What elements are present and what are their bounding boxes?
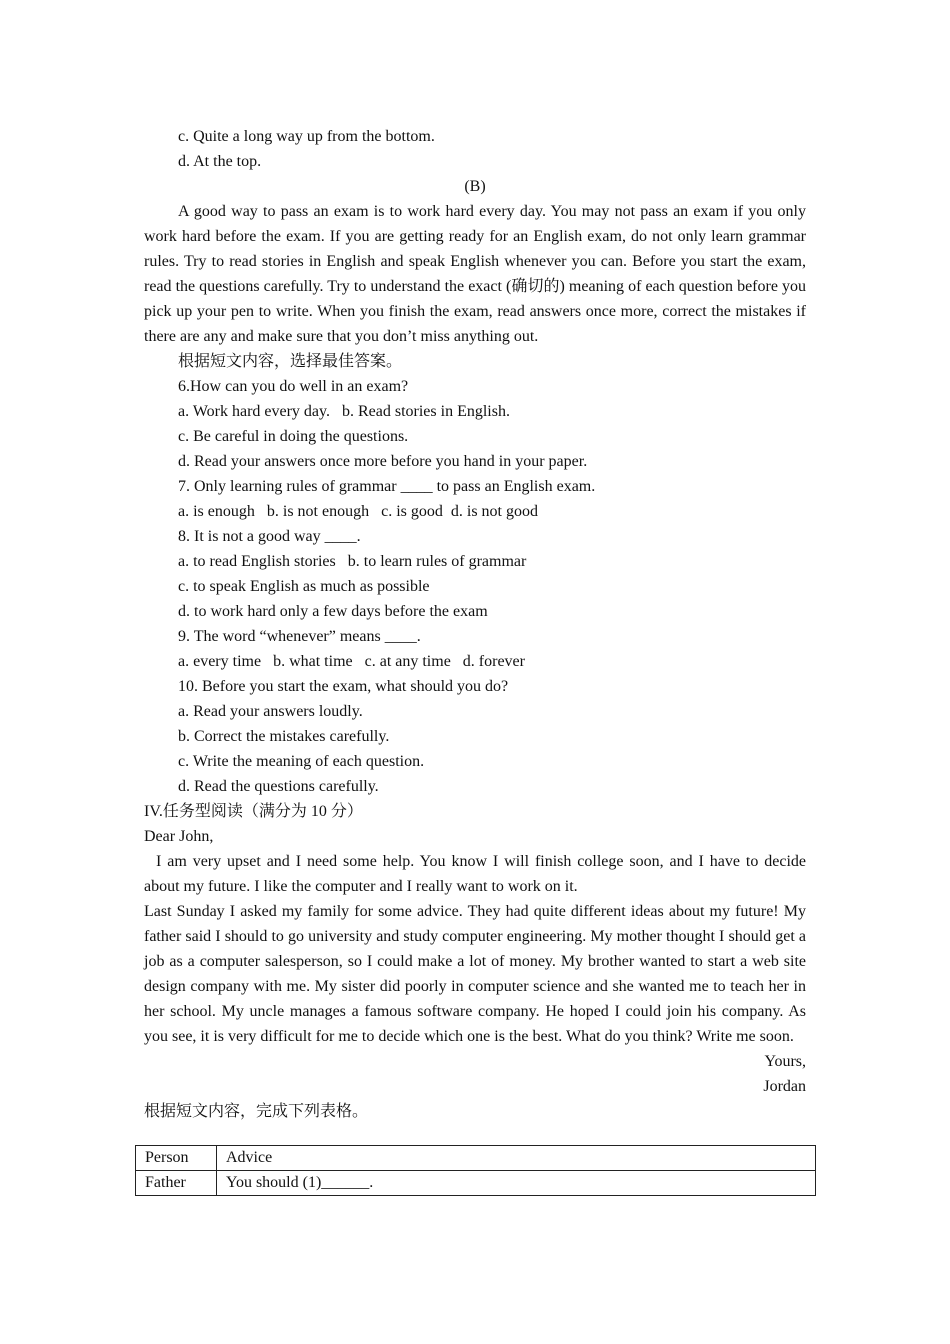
section-b-label: (B) <box>464 178 486 195</box>
question-10-option: a. Read your answers loudly. <box>178 703 363 720</box>
option-c-previous: c. Quite a long way up from the bottom. <box>178 128 435 145</box>
question-9-option: a. every time b. what time c. at any time d. forever <box>178 653 525 670</box>
question-7: 7. Only learning rules of grammar ____ to pass an English exam. <box>178 478 596 495</box>
question-6-option: c. Be careful in doing the questions. <box>178 428 409 445</box>
table-cell: You should (1)______. <box>217 1171 816 1196</box>
worksheet-page <box>144 124 806 1124</box>
question-8-option: a. to read English stories b. to learn rules of grammar <box>178 553 527 570</box>
question-10-option: c. Write the meaning of each question. <box>178 753 425 770</box>
question-6-option: a. Work hard every day. b. Read stories in English. <box>178 403 510 420</box>
letter-paragraph-1: I am very upset and I need some help. You know I will finish college soon, and I have to decide about my future. I like the computer and I really want to work on it. <box>144 853 806 895</box>
question-8-option: c. to speak English as much as possible <box>178 578 430 595</box>
letter-greeting: Dear John, <box>144 828 214 845</box>
table-header-cell: Advice <box>217 1146 816 1171</box>
letter-paragraph-2: Last Sunday I asked my family for some advice. They had quite different ideas about my future! My father said I should to go university and study computer engineering. My mother thought I should get a job as a computer salesperson, so I could make a lot of money. My brother wanted to start a web site design company with me. My sister did poorly in computer science and she wanted me to teach her in her school. My uncle manages a famous software company. He hoped I could join his company. As you see, it is very difficult for me to decide which one is the best. What do you think? Write me soon. <box>144 903 806 1045</box>
section-b-instruction: 根据短文内容，选择最佳答案。 <box>178 353 403 370</box>
question-9: 9. The word “whenever” means ____. <box>178 628 421 645</box>
letter-signature: Jordan <box>763 1078 806 1095</box>
section-b-passage: A good way to pass an exam is to work hard every day. You may not pass an exam if you only work hard before the exam. If you are getting ready for an English exam, do not only learn grammar rules. Try to read stories in English and speak English whenever you can. Before you start the exam, read the questions carefully. Try to understand the exact (确切的) meaning of each question before you pick up your pen to write. When you finish the exam, read answers once more, correct the mistakes if there are any and make sure that you don’t miss anything out. <box>144 203 806 345</box>
question-10-option: d. Read the questions carefully. <box>178 778 379 795</box>
question-8: 8. It is not a good way ____. <box>178 528 361 545</box>
letter-closing: Yours, <box>764 1053 806 1070</box>
question-10: 10. Before you start the exam, what should you do? <box>178 678 509 695</box>
question-6-option: d. Read your answers once more before you hand in your paper. <box>178 453 588 470</box>
question-6: 6.How can you do well in an exam? <box>178 378 409 395</box>
table-row <box>136 1171 816 1196</box>
question-7-option: a. is enough b. is not enough c. is good d. is not good <box>178 503 538 520</box>
table-header-cell: Person <box>136 1146 217 1171</box>
table-header-row <box>136 1146 816 1171</box>
task-table <box>135 1145 816 1196</box>
table-cell: Father <box>136 1171 217 1196</box>
option-d-previous: d. At the top. <box>178 153 262 170</box>
section-iv-instruction: 根据短文内容，完成下列表格。 <box>144 1103 369 1120</box>
question-10-option: b. Correct the mistakes carefully. <box>178 728 390 745</box>
section-iv-heading: IV.任务型阅读（满分为 10 分） <box>144 803 363 820</box>
question-8-option: d. to work hard only a few days before the exam <box>178 603 488 620</box>
